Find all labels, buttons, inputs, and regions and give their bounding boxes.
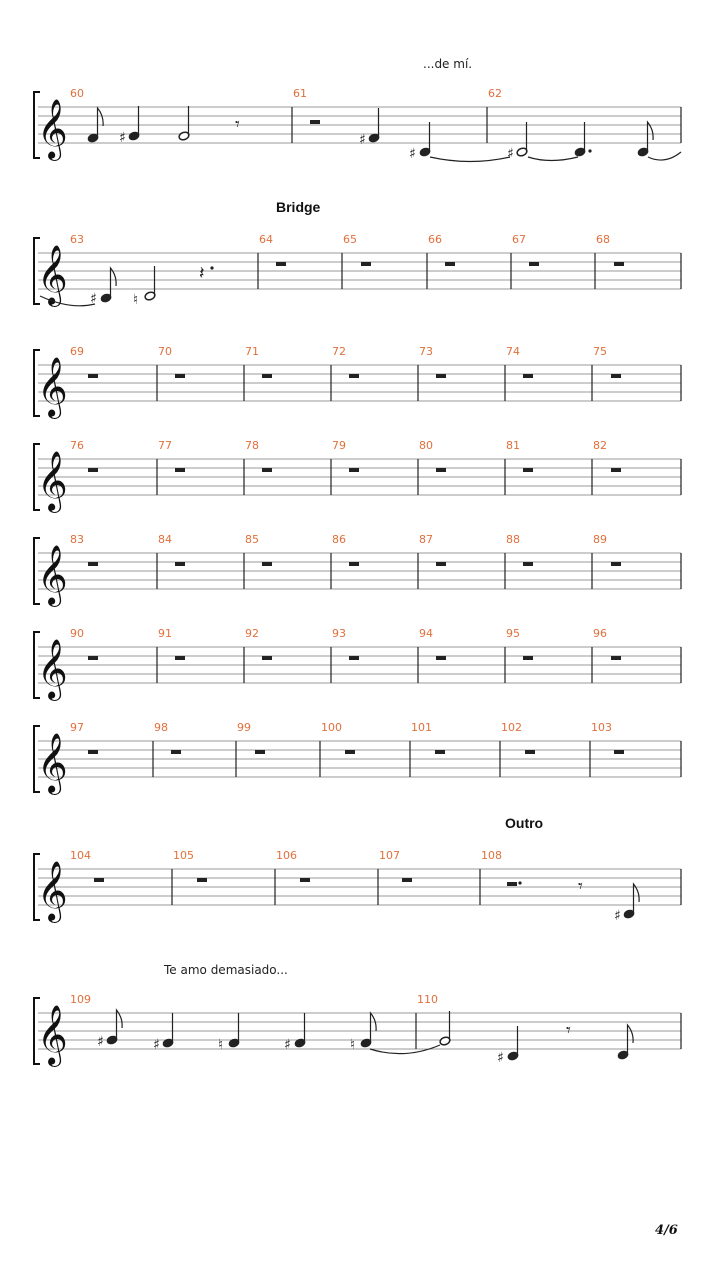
staff-system-3 xyxy=(34,345,681,419)
sharp-icon: ♯ xyxy=(119,130,126,146)
sharp-icon: ♯ xyxy=(284,1037,291,1053)
treble-clef-icon: 𝄞 xyxy=(37,245,68,305)
measure-number: 92 xyxy=(245,627,259,640)
treble-clef-icon: 𝄞 xyxy=(37,99,68,159)
measure-number: 90 xyxy=(70,627,84,640)
staff-system-2 xyxy=(34,233,681,308)
measure-number: 67 xyxy=(512,233,526,246)
measure-number: 86 xyxy=(332,533,346,546)
measure-number: 94 xyxy=(419,627,433,640)
measure-number: 80 xyxy=(419,439,433,452)
staff-system-7 xyxy=(34,721,681,795)
measure-number: 95 xyxy=(506,627,520,640)
measure-number: 76 xyxy=(70,439,84,452)
staff-system-8 xyxy=(34,849,681,924)
half-rest xyxy=(507,882,517,886)
staff-system-5 xyxy=(34,533,681,607)
measure-number: 105 xyxy=(173,849,194,862)
dot xyxy=(210,266,213,269)
measure-number: 79 xyxy=(332,439,346,452)
measure-number: 87 xyxy=(419,533,433,546)
measure-number: 69 xyxy=(70,345,84,358)
section-label-outro: Outro xyxy=(505,815,544,831)
note-stem xyxy=(117,1010,123,1040)
measure-number: 96 xyxy=(593,627,607,640)
dot xyxy=(588,149,591,152)
tie xyxy=(430,157,510,162)
treble-clef-icon: 𝄞 xyxy=(37,639,68,699)
measure-number: 99 xyxy=(237,721,251,734)
measure-number: 100 xyxy=(321,721,342,734)
staff-system-4 xyxy=(34,439,681,513)
tie xyxy=(528,157,578,161)
sharp-icon: ♯ xyxy=(497,1050,504,1066)
staff-system-1 xyxy=(34,87,681,162)
measure-number: 66 xyxy=(428,233,442,246)
measure-number: 103 xyxy=(591,721,612,734)
measure-number: 98 xyxy=(154,721,168,734)
measure-number: 82 xyxy=(593,439,607,452)
lyric-te-amo: Te amo demasiado... xyxy=(164,963,288,977)
treble-clef-icon: 𝄞 xyxy=(37,545,68,605)
measure-number: 110 xyxy=(417,993,438,1006)
sharp-icon: ♯ xyxy=(614,908,621,924)
sharp-icon: ♯ xyxy=(359,132,366,148)
measure-number: 61 xyxy=(293,87,307,100)
natural-icon: ♮ xyxy=(218,1037,224,1053)
measure-number: 84 xyxy=(158,533,172,546)
tie xyxy=(648,152,681,160)
treble-clef-icon: 𝄞 xyxy=(37,357,68,417)
whole-rests xyxy=(276,262,624,266)
measure-number: 101 xyxy=(411,721,432,734)
measure-number: 62 xyxy=(488,87,502,100)
measure-number: 73 xyxy=(419,345,433,358)
measure-number: 108 xyxy=(481,849,502,862)
measure-number: 74 xyxy=(506,345,520,358)
measure-number: 63 xyxy=(70,233,84,246)
treble-clef-icon: 𝄞 xyxy=(37,733,68,793)
measure-number: 81 xyxy=(506,439,520,452)
staff-system-6 xyxy=(34,627,681,701)
whole-rests xyxy=(88,656,621,660)
measure-number: 88 xyxy=(506,533,520,546)
whole-rests xyxy=(88,374,621,378)
measure-number: 65 xyxy=(343,233,357,246)
dot xyxy=(518,881,521,884)
note-stem xyxy=(111,268,117,298)
measure-number: 97 xyxy=(70,721,84,734)
measure-number: 85 xyxy=(245,533,259,546)
natural-icon: ♮ xyxy=(350,1037,356,1053)
measure-number: 60 xyxy=(70,87,84,100)
eighth-rest-icon: 𝄾 xyxy=(566,1020,571,1041)
natural-icon: ♮ xyxy=(133,292,139,308)
page-number: 4/6 xyxy=(655,1223,678,1238)
measure-number: 106 xyxy=(276,849,297,862)
measure-number: 70 xyxy=(158,345,172,358)
measure-number: 109 xyxy=(70,993,91,1006)
sharp-icon: ♯ xyxy=(409,146,416,162)
whole-rest xyxy=(310,120,320,124)
measure-number: 78 xyxy=(245,439,259,452)
measure-number: 83 xyxy=(70,533,84,546)
sharp-icon: ♯ xyxy=(153,1037,160,1053)
whole-rests xyxy=(94,878,412,882)
measure-number: 91 xyxy=(158,627,172,640)
measure-number: 77 xyxy=(158,439,172,452)
note-stem xyxy=(648,122,654,152)
eighth-rest-icon: 𝄾 xyxy=(235,114,240,135)
eighth-rest-icon: 𝄾 xyxy=(578,876,583,897)
whole-rests xyxy=(88,468,621,472)
sharp-icon: ♯ xyxy=(90,291,97,307)
measure-number: 93 xyxy=(332,627,346,640)
measure-number: 89 xyxy=(593,533,607,546)
sharp-icon: ♯ xyxy=(507,146,514,162)
treble-clef-icon: 𝄞 xyxy=(37,451,68,511)
sharp-icon: ♯ xyxy=(97,1034,104,1050)
section-label-bridge: Bridge xyxy=(276,199,321,215)
measure-number: 104 xyxy=(70,849,91,862)
measure-number: 71 xyxy=(245,345,259,358)
treble-clef-icon: 𝄞 xyxy=(37,861,68,921)
measure-number: 72 xyxy=(332,345,346,358)
quarter-rest-icon: 𝄽 xyxy=(199,263,205,284)
treble-clef-icon: 𝄞 xyxy=(37,1005,68,1065)
measure-number: 68 xyxy=(596,233,610,246)
whole-rests xyxy=(88,750,624,754)
measure-number: 64 xyxy=(259,233,273,246)
lyric-de-mi: ...de mí. xyxy=(423,57,473,71)
staff-system-9 xyxy=(34,993,681,1067)
measure-number: 107 xyxy=(379,849,400,862)
whole-rests xyxy=(88,562,621,566)
measure-number: 75 xyxy=(593,345,607,358)
measure-number: 102 xyxy=(501,721,522,734)
note-stem xyxy=(634,884,640,914)
note-stem xyxy=(371,1013,377,1043)
